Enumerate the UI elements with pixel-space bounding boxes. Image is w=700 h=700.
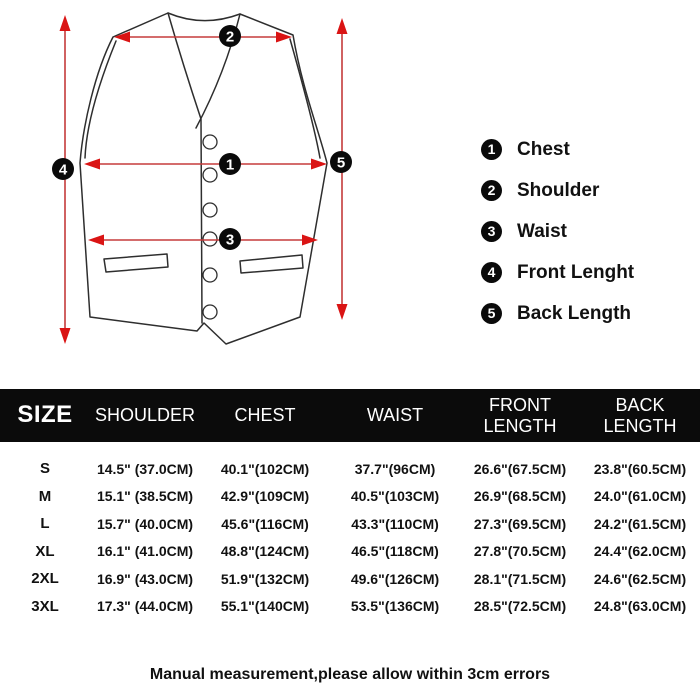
size-label: S xyxy=(39,460,50,478)
vest-button xyxy=(203,203,217,217)
legend-label: Chest xyxy=(517,138,570,160)
table-row xyxy=(0,510,700,538)
size-table-body xyxy=(0,455,700,620)
legend-number-badge: 4 xyxy=(481,262,502,283)
measurement-cell: 15.7" (40.0CM) xyxy=(96,515,194,532)
measurement-cell: 46.5"(118CM) xyxy=(351,543,439,560)
arrowhead-icon xyxy=(337,304,348,320)
legend-label: Front Lenght xyxy=(517,261,635,283)
measurement-cell: 40.1"(102CM) xyxy=(220,460,310,477)
size-label: 3XL xyxy=(31,597,59,615)
measurement-cell: 55.1"(140CM) xyxy=(220,598,310,615)
table-row xyxy=(0,455,700,483)
column-header: BACK LENGTH xyxy=(603,395,677,436)
diagram-badge-back-length xyxy=(330,151,352,173)
legend-label: Waist xyxy=(517,220,567,242)
column-header: SHOULDER xyxy=(94,405,196,426)
svg-text:2: 2 xyxy=(225,28,235,46)
measurement-cell: 51.9"(132CM) xyxy=(220,570,310,587)
footer-note: Manual measurement,please allow within 3cm errors xyxy=(149,666,551,683)
vest-measurement-diagram xyxy=(0,0,440,352)
legend-number-badge: 1 xyxy=(481,139,502,160)
measurement-cell: 40.5"(103CM) xyxy=(350,488,440,505)
size-table-header xyxy=(0,389,700,442)
measurement-cell: 15.1" (38.5CM) xyxy=(96,488,194,505)
size-label: XL xyxy=(35,542,55,560)
size-label: L xyxy=(40,515,50,533)
measurement-cell: 24.8"(63.0CM) xyxy=(593,598,687,615)
legend-item xyxy=(481,262,634,283)
measurement-cell: 24.4"(62.0CM) xyxy=(593,543,687,560)
measurement-cell: 14.5" (37.0CM) xyxy=(96,460,194,477)
measurement-cell: 28.1"(71.5CM) xyxy=(473,570,567,587)
diagram-badge-chest xyxy=(219,153,241,175)
legend-item xyxy=(481,221,634,242)
measurement-cell: 23.8"(60.5CM) xyxy=(593,460,687,477)
size-table xyxy=(0,389,700,620)
legend-number-badge: 2 xyxy=(481,180,502,201)
svg-text:4: 4 xyxy=(58,161,68,179)
column-header: SIZE xyxy=(17,401,73,429)
table-row xyxy=(0,565,700,593)
measurement-cell: 24.6"(62.5CM) xyxy=(593,570,687,587)
measurement-cell: 17.3" (44.0CM) xyxy=(96,598,194,615)
size-label: M xyxy=(38,487,52,505)
table-row xyxy=(0,483,700,511)
legend-item xyxy=(481,303,634,324)
diagram-badge-shoulder xyxy=(219,25,241,47)
measurement-cell: 43.3"(110CM) xyxy=(351,515,439,532)
size-label: 2XL xyxy=(31,570,59,588)
measurement-cell: 28.5"(72.5CM) xyxy=(473,598,567,615)
column-header: CHEST xyxy=(234,405,296,426)
measurement-cell: 27.8"(70.5CM) xyxy=(473,543,567,560)
measurement-cell: 26.6"(67.5CM) xyxy=(473,460,567,477)
legend-number-badge: 5 xyxy=(481,303,502,324)
measurement-cell: 45.6"(116CM) xyxy=(221,515,309,532)
legend-item xyxy=(481,139,634,160)
measurement-cell: 16.9" (43.0CM) xyxy=(96,570,194,587)
vest-button xyxy=(203,232,217,246)
legend-label: Shoulder xyxy=(517,179,600,201)
legend xyxy=(481,139,634,344)
measurement-cell: 42.9"(109CM) xyxy=(220,488,310,505)
arrowhead-icon xyxy=(337,18,348,34)
svg-text:5: 5 xyxy=(336,154,346,172)
vest-button xyxy=(203,135,217,149)
table-row xyxy=(0,538,700,566)
measurement-cell: 53.5"(136CM) xyxy=(350,598,440,615)
vest-button xyxy=(203,168,217,182)
table-row xyxy=(0,593,700,621)
arrowhead-icon xyxy=(60,15,71,31)
measurement-cell: 16.1" (41.0CM) xyxy=(96,543,194,560)
measurement-cell: 27.3"(69.5CM) xyxy=(473,515,567,532)
vest-button xyxy=(203,305,217,319)
measurement-cell: 48.8"(124CM) xyxy=(220,543,310,560)
legend-label: Back Length xyxy=(517,302,632,324)
measurement-cell: 49.6"(126CM) xyxy=(350,570,440,587)
diagram-badge-front-length xyxy=(52,158,74,180)
legend-number-badge: 3 xyxy=(481,221,502,242)
column-header: FRONT LENGTH xyxy=(483,395,557,436)
legend-item xyxy=(481,180,634,201)
measurement-cell: 24.0"(61.0CM) xyxy=(593,488,687,505)
diagram-badge-waist xyxy=(219,228,241,250)
measurement-cell: 37.7"(96CM) xyxy=(354,460,436,477)
vest-button xyxy=(203,268,217,282)
svg-text:3: 3 xyxy=(225,231,235,249)
measurement-cell: 26.9"(68.5CM) xyxy=(473,488,567,505)
arrowhead-icon xyxy=(60,328,71,344)
svg-text:1: 1 xyxy=(225,156,235,174)
column-header: WAIST xyxy=(366,405,424,426)
measurement-cell: 24.2"(61.5CM) xyxy=(593,515,687,532)
